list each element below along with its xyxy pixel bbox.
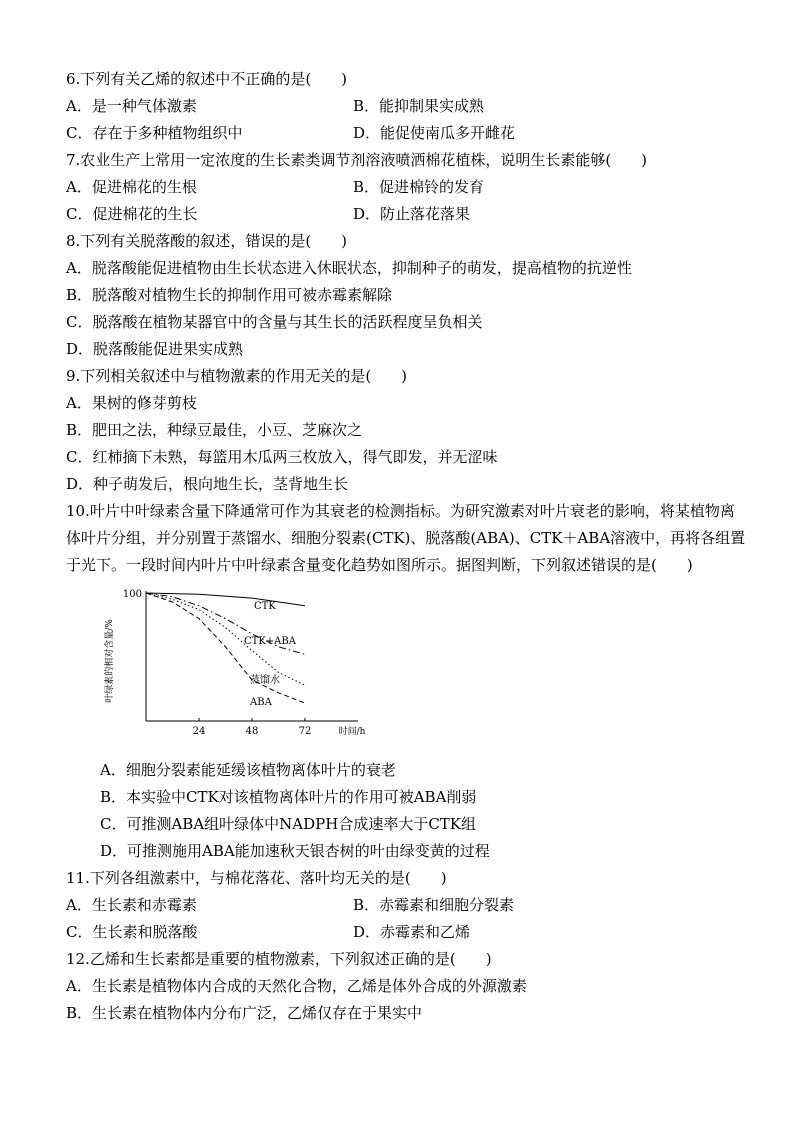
chlorophyll-line-chart [100, 579, 366, 757]
q6-stem: 6.下列有关乙烯的叙述中不正确的是( ) [66, 70, 348, 88]
q6-options-row-1 [66, 93, 746, 120]
q8-option-d: D．脱落酸能促进果实成熟 [66, 340, 244, 358]
x-axis-label: 时间/h [338, 727, 366, 737]
q11-stem: 11.下列各组激素中，与棉花落花、落叶均无关的是( ) [66, 869, 447, 887]
question-page [66, 66, 746, 1027]
q7-options-row-1 [66, 174, 746, 201]
series-label-ABA: ABA [250, 697, 272, 708]
q10-option-c: C．可推测ABA组叶绿体中NADPH合成速率大于CTK组 [100, 815, 477, 833]
series-line-CTK [146, 593, 305, 606]
q8-option-b: B．脱落酸对植物生长的抑制作用可被赤霉素解除 [66, 286, 393, 304]
q11-option-a: A．生长素和赤霉素 [66, 896, 197, 914]
q9-stem: 9.下列相关叙述中与植物激素的作用无关的是( ) [66, 367, 408, 385]
chart-labels [103, 589, 366, 737]
q7-option-c: C．促进棉花的生长 [66, 205, 198, 223]
q6-option-a: A．是一种气体激素 [66, 97, 197, 115]
q11-options-row-2 [66, 919, 746, 946]
q9-option-d: D．种子萌发后，根向地生长，茎背地生长 [66, 475, 349, 493]
q7-option-b: B．促进棉铃的发育 [353, 178, 485, 196]
q7-options-row-2 [66, 201, 746, 228]
q10-option-d: D．可推测施用ABA能加速秋天银杏树的叶由绿变黄的过程 [100, 842, 490, 860]
x-tick-label: 48 [245, 726, 259, 737]
x-tick-label: 24 [192, 726, 206, 737]
q6-option-d: D．能促使南瓜多开雌花 [353, 124, 516, 142]
series-label-CTK: CTK [254, 601, 276, 612]
q6-options-row-2 [66, 120, 746, 147]
series-label-蒸馏水: 蒸馏水 [250, 675, 280, 686]
q11-option-b: B．赤霉素和细胞分裂素 [353, 896, 515, 914]
q7-option-d: D．防止落花落果 [353, 205, 471, 223]
q9-option-b: B．肥田之法，种绿豆最佳，小豆、芝麻次之 [66, 421, 363, 439]
q11-option-d: D．赤霉素和乙烯 [353, 923, 471, 941]
q7-option-a: A．促进棉花的生根 [66, 178, 197, 196]
q10-option-a: A．细胞分裂素能延缓该植物离体叶片的衰老 [100, 761, 396, 779]
series-label-CTK+ABA: CTK+ABA [244, 636, 296, 647]
y-tick-label: 100 [122, 589, 142, 600]
q12-option-b: B．生长素在植物体内分布广泛，乙烯仅存在于果实中 [66, 1004, 423, 1022]
y-axis-label: 叶绿素的相对含量/% [105, 619, 115, 703]
q10-stem: 10.叶片中叶绿素含量下降通常可作为其衰老的检测指标。为研究激素对叶片衰老的影响，将某植物离体叶片分组，并分别置于蒸馏水、细胞分裂素(CTK)、脱落酸(ABA)、CTK＋ABA溶液中，再将各组置于光下。一段时间内叶片中叶绿素含量变化趋势如图所示。据图判断，下列叙述错误的是( ) [66, 502, 746, 574]
q7-stem: 7.农业生产上常用一定浓度的生长素类调节剂溶液喷洒棉花植株，说明生长素能够( ) [66, 151, 648, 169]
q12-option-a: A．生长素是植物体内合成的天然化合物，乙烯是体外合成的外源激素 [66, 977, 527, 995]
q10-figure [100, 579, 746, 757]
q8-option-a: A．脱落酸能促进植物由生长状态进入休眠状态，抑制种子的萌发，提高植物的抗逆性 [66, 259, 632, 277]
q8-stem: 8.下列有关脱落酸的叙述，错误的是( ) [66, 232, 348, 250]
q11-options-row-1 [66, 892, 746, 919]
q9-option-a: A．果树的修芽剪枝 [66, 394, 197, 412]
q8-option-c: C．脱落酸在植物某器官中的含量与其生长的活跃程度呈负相关 [66, 313, 483, 331]
q11-option-c: C．生长素和脱落酸 [66, 923, 198, 941]
q6-option-c: C．存在于多种植物组织中 [66, 124, 243, 142]
chart-series [146, 593, 305, 703]
q10-option-b: B．本实验中CTK对该植物离体叶片的作用可被ABA削弱 [100, 788, 477, 806]
x-tick-label: 72 [298, 726, 312, 737]
q12-stem: 12.乙烯和生长素都是重要的植物激素，下列叙述正确的是( ) [66, 950, 492, 968]
q9-option-c: C．红柿摘下未熟，每篮用木瓜两三枚放入，得气即发，并无涩味 [66, 448, 498, 466]
q6-option-b: B．能抑制果实成熟 [353, 97, 485, 115]
